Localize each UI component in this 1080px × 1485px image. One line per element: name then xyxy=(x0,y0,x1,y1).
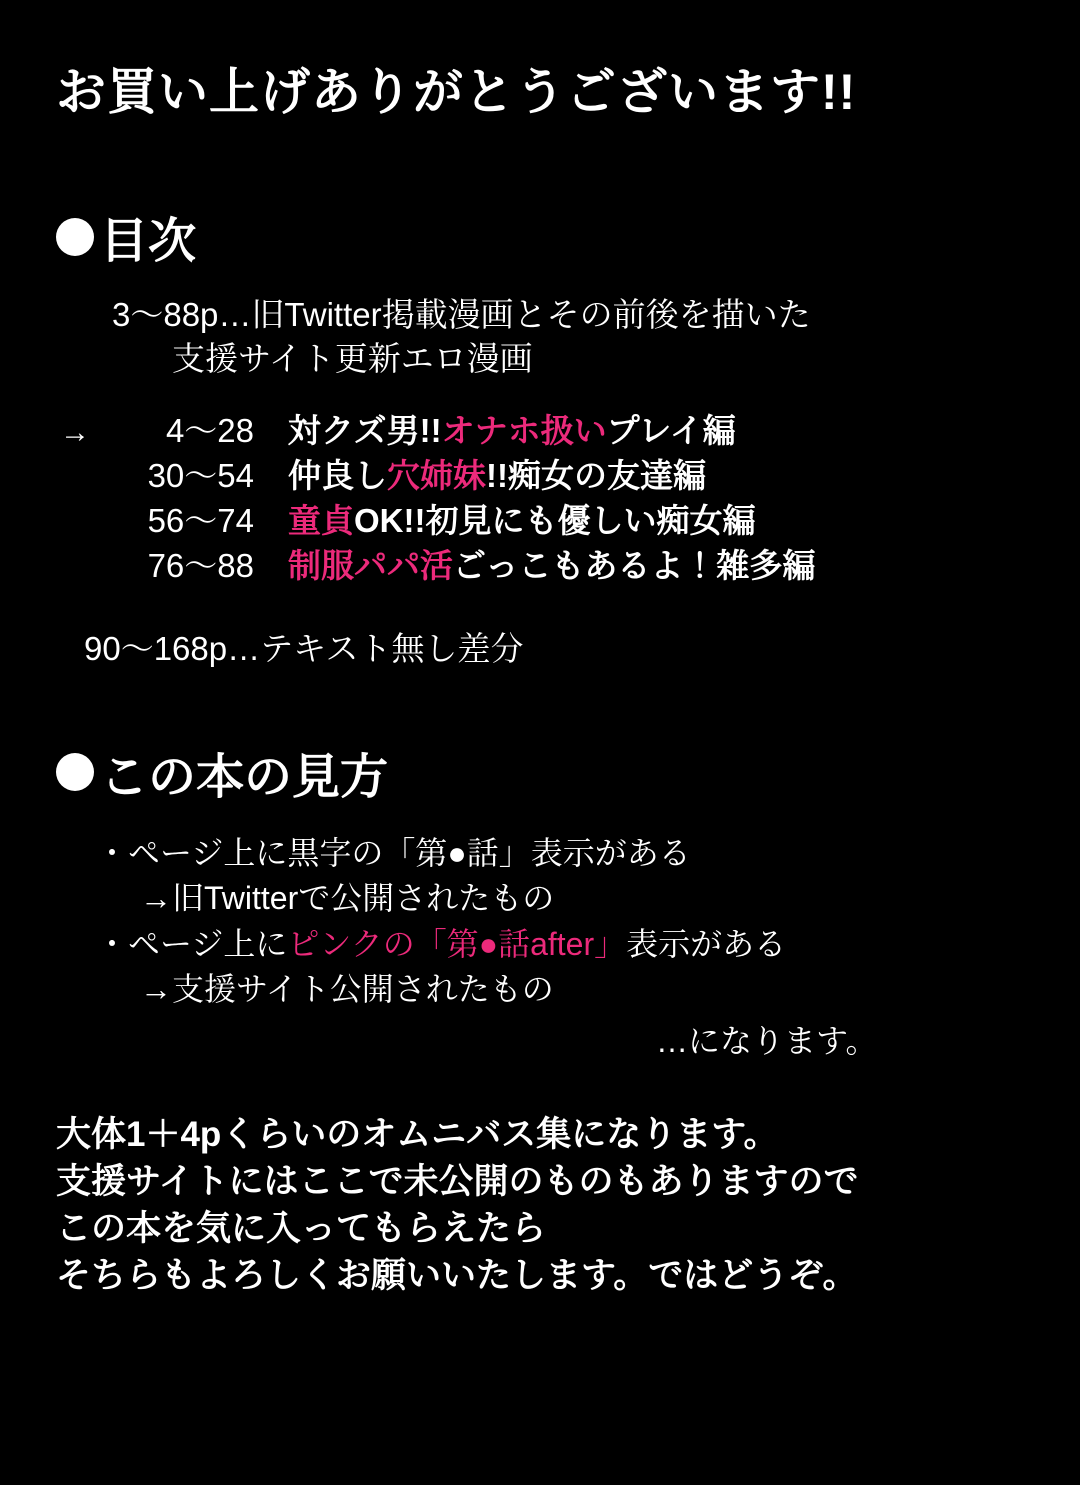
toc-entry-title-accent: 童貞 xyxy=(288,502,354,540)
toc-entry[interactable] xyxy=(60,544,1080,589)
toc-heading-label: 目次 xyxy=(100,215,197,268)
howto-item-2-pre: ページ上に xyxy=(128,925,288,962)
howto-item-2-post: 表示がある xyxy=(626,925,787,962)
howto-item-1-text: ページ上に黒字の「第●話」表示がある xyxy=(128,834,691,871)
toc-list xyxy=(60,409,1080,589)
toc-intro xyxy=(112,293,1080,381)
toc-entry[interactable] xyxy=(60,499,1080,544)
toc-entry-title-pre: 仲良し xyxy=(288,457,387,495)
toc-entry-title xyxy=(288,544,815,589)
closing-line-4: そちらもよろしくお願いいたします。ではどうぞ。 xyxy=(56,1255,858,1295)
howto-heading xyxy=(56,738,1080,807)
closing-paragraph xyxy=(56,1112,1080,1300)
toc-intro-line-1: 3〜88p…旧Twitter掲載漫画とその前後を描いた xyxy=(112,296,811,333)
bullet-dot-icon xyxy=(56,753,94,791)
toc-entry-title-accent: オナホ扱い xyxy=(441,412,607,450)
toc-entry-title-post: OK!!初見にも優しい痴女編 xyxy=(354,502,756,540)
closing-line-3: この本を気に入ってもらえたら xyxy=(56,1208,547,1248)
toc-entry-title-post: プレイ編 xyxy=(606,412,736,450)
toc-entry-title xyxy=(288,409,736,454)
toc-entry[interactable] xyxy=(60,454,1080,499)
howto-item-2-accent: ピンクの「第●話after」 xyxy=(287,925,627,962)
howto-end-note: …になります。 xyxy=(656,1022,878,1059)
howto-item-2-sub: →支援サイト公開されたもの xyxy=(140,971,554,1008)
closing-line-1: 大体1＋4pくらいのオムニバス集になります。 xyxy=(56,1115,779,1155)
howto-item-2-bullet: ・ xyxy=(96,925,129,962)
toc-entry-title-post: !!痴女の友達編 xyxy=(486,457,706,495)
page-title: お買い上げありがとうございます!! xyxy=(56,64,857,120)
toc-entry-range: 76〜88 xyxy=(147,547,254,585)
howto-item-1-bullet: ・ xyxy=(96,834,129,871)
toc-heading xyxy=(56,202,1080,271)
toc-entry-range: 4〜28 xyxy=(165,412,254,450)
howto-list xyxy=(96,831,1080,1064)
toc-entry-title xyxy=(288,454,706,499)
bullet-dot-icon xyxy=(56,218,94,256)
toc-current-marker-icon: → xyxy=(60,416,90,450)
toc-entry-title-pre: 対クズ男!! xyxy=(288,412,442,450)
toc-tail-note: 90〜168p…テキスト無し差分 xyxy=(84,629,524,667)
toc-entry-title-accent: 制服パパ活 xyxy=(288,547,453,585)
howto-item-2 xyxy=(96,922,1080,967)
howto-heading-label: この本の見方 xyxy=(100,750,389,804)
toc-entry-title-accent: 穴姉妹 xyxy=(387,457,486,495)
howto-item-1 xyxy=(96,831,1080,876)
toc-entry-range: 30〜54 xyxy=(147,457,254,495)
toc-entry-title xyxy=(288,499,755,544)
toc-entry[interactable] xyxy=(60,409,1080,454)
toc-intro-line-2: 支援サイト更新エロ漫画 xyxy=(172,340,533,378)
toc-entry-title-post: ごっこもあるよ！雑多編 xyxy=(453,547,816,585)
closing-line-2: 支援サイトにはここで未公開のものもありますので xyxy=(56,1162,859,1202)
toc-entry-range: 56〜74 xyxy=(147,502,254,540)
howto-item-1-sub: →旧Twitterで公開されたもの xyxy=(140,880,555,917)
